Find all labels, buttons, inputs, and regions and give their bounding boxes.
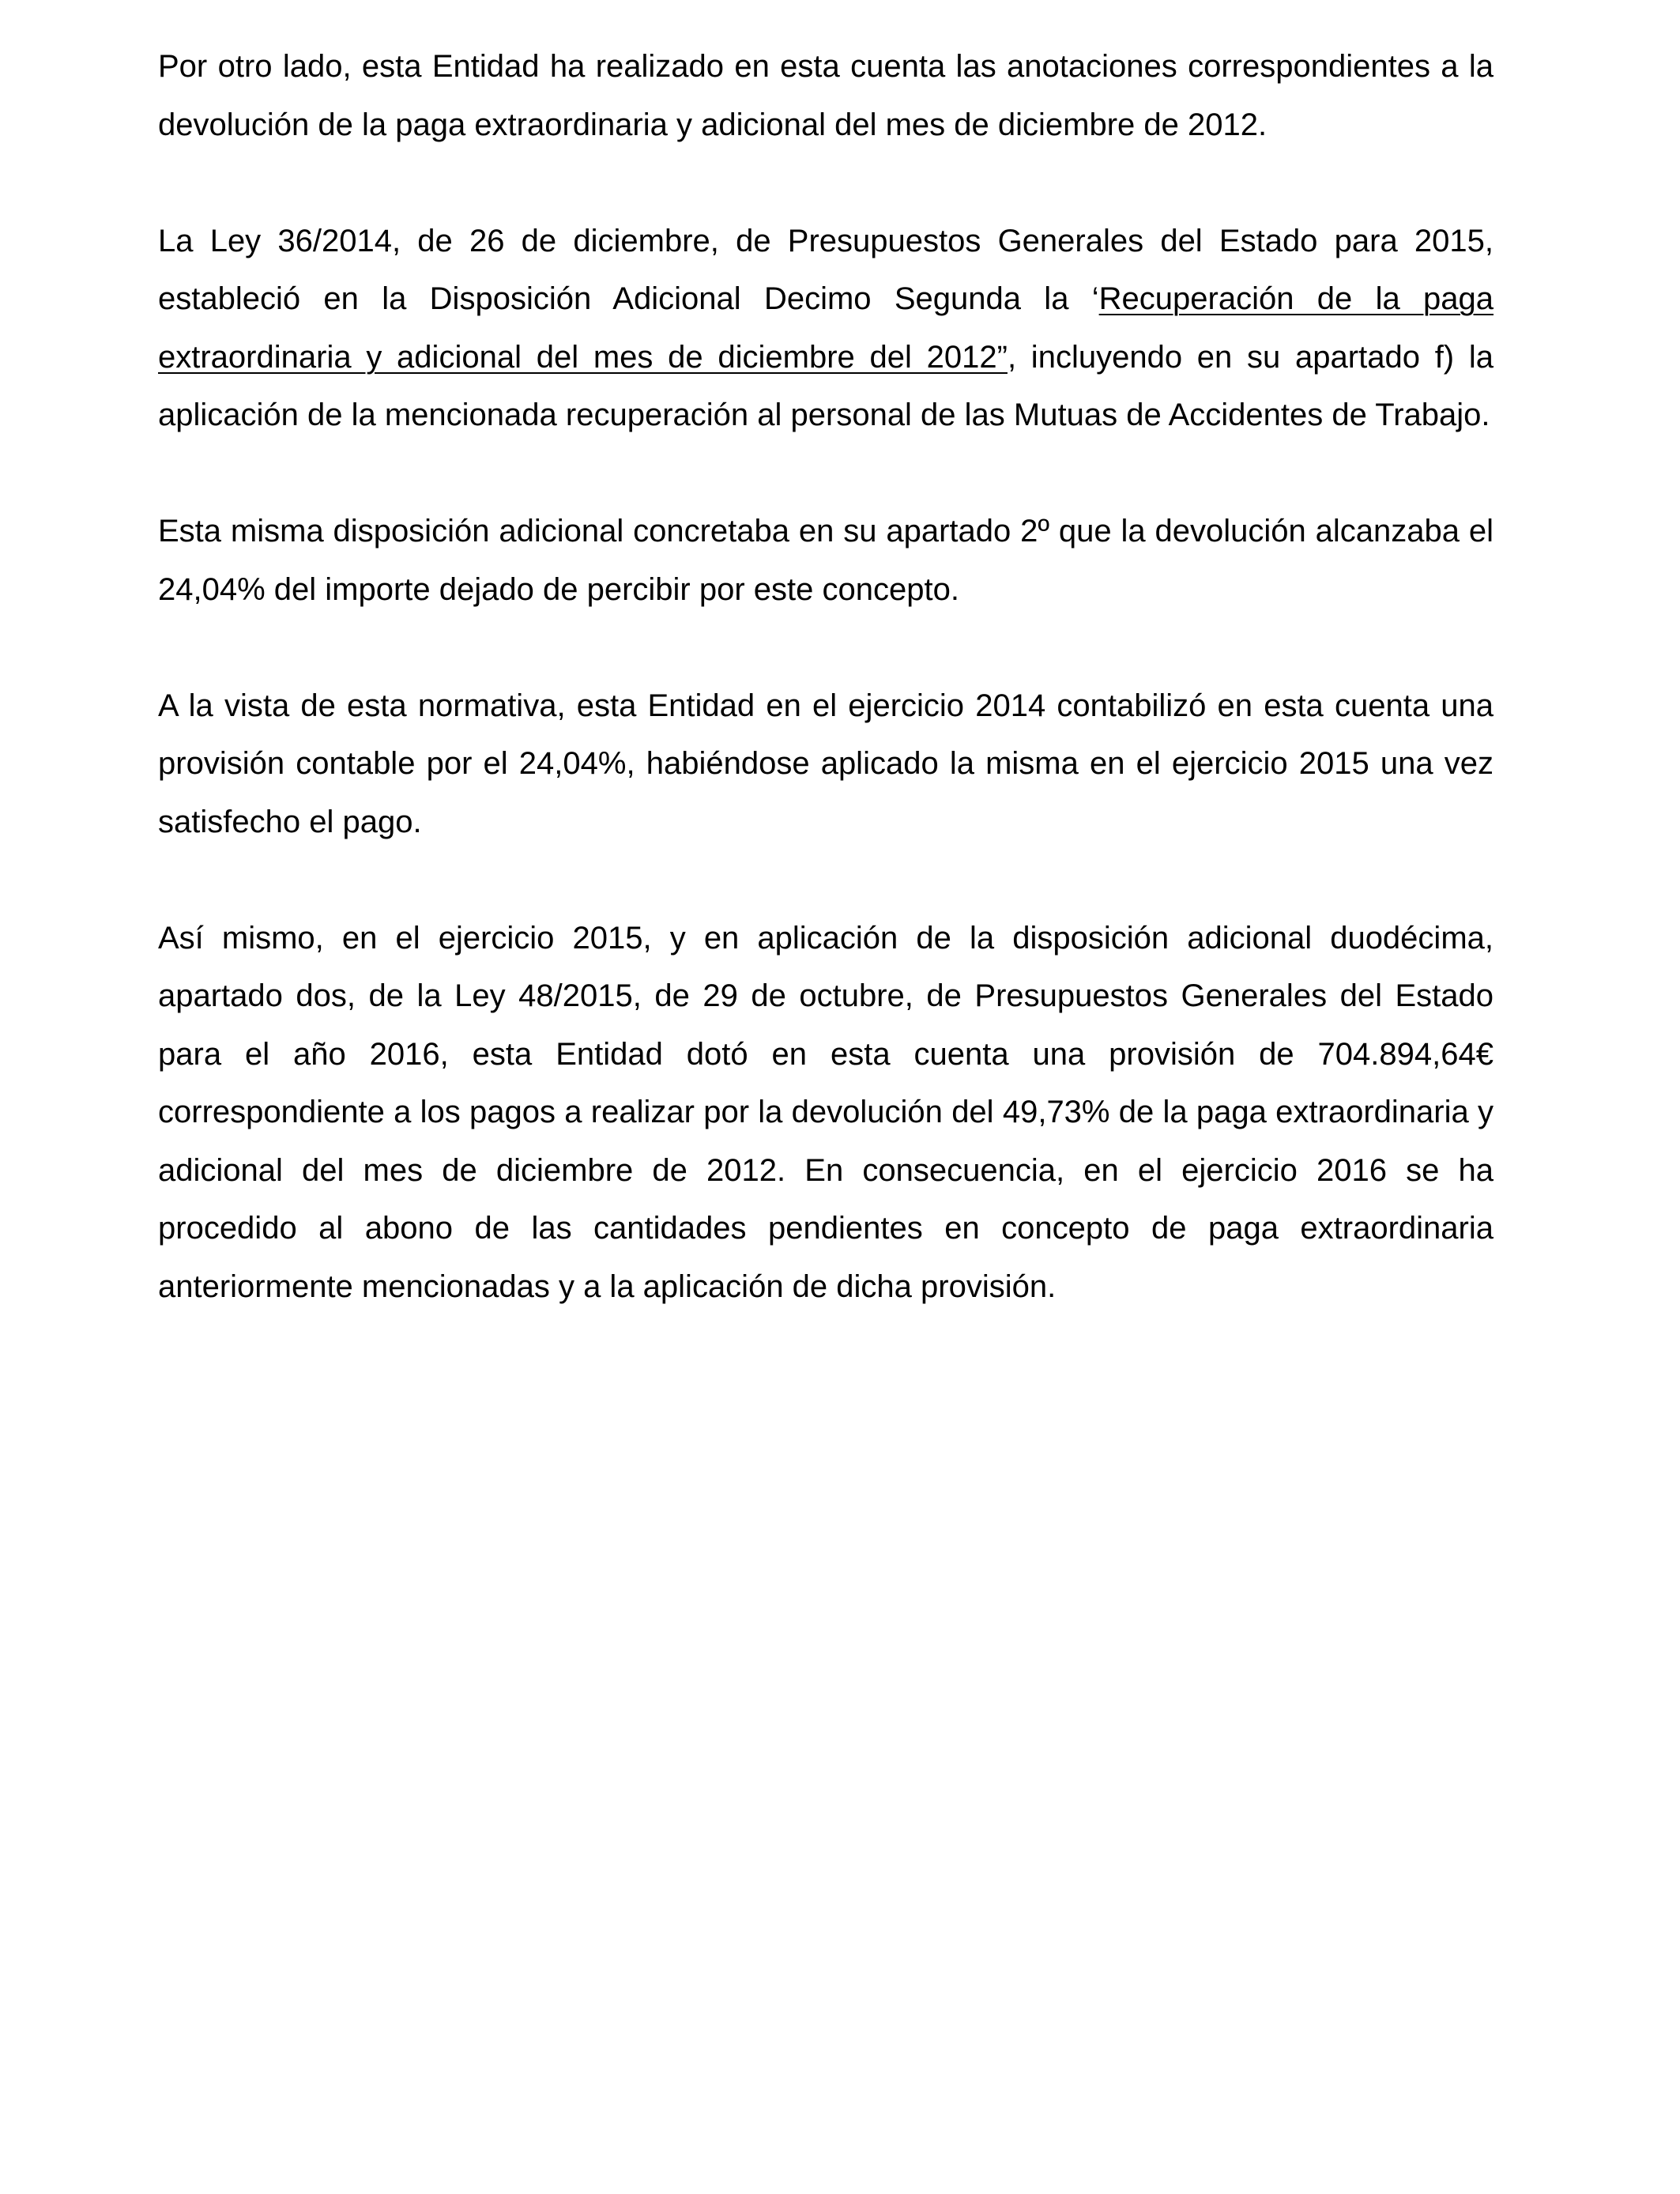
paragraph-ley-36-2014-intro: La Ley 36/2014, de 26 de diciembre, de Presupuestos Generales del Estado para 2015, estableció en la Disposición Adicional Decimo Segunda la ‘ <box>158 223 1494 316</box>
paragraph-ejercicio-2015-2016: Así mismo, en el ejercicio 2015, y en aplicación de la disposición adicional duodécima, apartado dos, de la Ley 48/2015, de 29 de octubre, de Presupuestos Generales del Estado para el año 2016, esta Entidad dotó en esta cuenta una provisión de 704.894,64€ correspondiente a los pagos a realizar por la devolución del 49,73% de la paga extraordinaria y adicional del mes de diciembre de 2012. En consecuencia, en el ejercicio 2016 se ha procedido al abono de las cantidades pendientes en concepto de paga extraordinaria anteriormente mencionadas y a la aplicación de dicha provisión. <box>158 920 1494 1304</box>
paragraph-ley-36-2014-rest: , incluyendo en su apartado f) la aplicación de la mencionada recuperación al personal de las Mutuas de Accidentes de Trabajo. <box>158 339 1494 432</box>
document-page <box>158 38 1494 1316</box>
paragraph-ley-36-2014 <box>158 213 1494 445</box>
recuperacion-paga-title: Recuperación de la paga extraordinaria y adicional del mes de diciembre del 2012” <box>158 281 1494 375</box>
paragraph-disposicion-adicional: Esta misma disposición adicional concretaba en su apartado 2º que la devolución alcanzaba el 24,04% del importe dejado de percibir por este concepto. <box>158 514 1494 607</box>
paragraph-ejercicio-2014: A la vista de esta normativa, esta Entidad en el ejercicio 2014 contabilizó en esta cuenta una provisión contable por el 24,04%, habiéndose aplicado la misma en el ejercicio 2015 una vez satisfecho el pago. <box>158 688 1494 839</box>
paragraph-devolucion-paga: Por otro lado, esta Entidad ha realizado en esta cuenta las anotaciones correspondientes a la devolución de la paga extraordinaria y adicional del mes de diciembre de 2012. <box>158 49 1494 142</box>
